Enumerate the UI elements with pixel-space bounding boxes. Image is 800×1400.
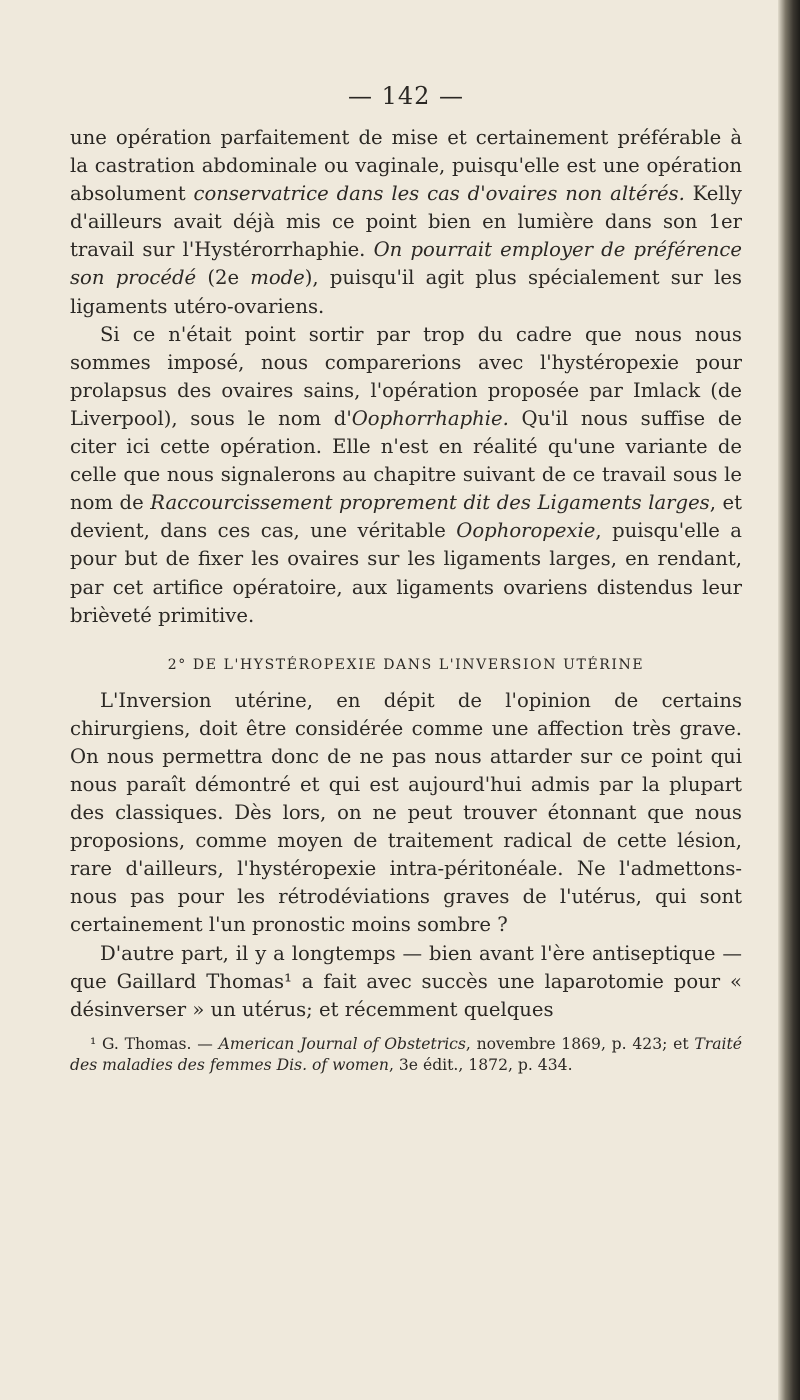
- footnote: [70, 1034, 742, 1076]
- italic-run: Oophorrhaphie.: [351, 406, 509, 430]
- text-run: une opération parfaitement de mise et certainement préférable à la castration abdominale ou vaginale, puisqu'elle est une opération absolument: [70, 126, 742, 206]
- italic-run: Oophoropexie: [456, 519, 596, 543]
- page-edge-shadow: [778, 0, 800, 1400]
- paragraph-2: [70, 321, 742, 630]
- text-run: ), puisqu'il agit plus spécialement sur les ligaments utéro-ovariens.: [70, 266, 742, 318]
- book-page: [70, 82, 742, 1076]
- text-run: , puisqu'elle a pour but de fixer les ovaires sur les ligaments larges, en rendant, par cet artifice opératoire, aux ligaments ovariens distendus leur brièveté primitive.: [70, 519, 742, 627]
- text-run: , 3e édit., 1872, p. 434.: [388, 1055, 573, 1074]
- italic-run: conservatrice dans les cas d'ovaires non altérés.: [193, 182, 685, 206]
- paragraph-4: [70, 940, 742, 1024]
- text-run: ¹ G. Thomas. —: [90, 1034, 219, 1053]
- text-run: , novembre 1869, p. 423; et: [465, 1034, 695, 1053]
- italic-run: American Journal of Obstetrics: [218, 1034, 466, 1053]
- text-run: , et devient, dans ces cas, une véritable: [70, 491, 743, 543]
- paragraph-1: [70, 124, 742, 321]
- italic-run: mode: [250, 266, 305, 290]
- section-heading: 2° DE L'HYSTÉROPEXIE DANS L'INVERSION UTÉRINE: [167, 656, 645, 673]
- italic-run: On pourrait employer de préférence son procédé: [70, 238, 742, 290]
- text-run: (2e: [196, 266, 251, 290]
- text-run: Si ce n'était point sortir par trop du cadre que nous nous sommes imposé, nous comparerions avec l'hystéropexie pour prolapsus des ovaires sains, l'opération proposée par Imlack (de Liverpool), sous le nom d': [70, 322, 742, 430]
- text-run: L'Inversion utérine, en dépit de l'opinion de certains chirurgiens, doit être considérée comme une affection très grave. On nous permettra donc de ne pas nous attarder sur ce point qui nous paraît démontré et qui est aujourd'hui admis par la plupart des classiques. Dès lors, on ne peut trouver étonnant que nous proposions, comme moyen de traitement radical de cette lésion, rare d'ailleurs, l'hystéropexie intra-péritonéale. Ne l'admettons-nous pas pour les rétrodéviations graves de l'utérus, qui sont certainement l'un pronostic moins sombre ?: [70, 688, 742, 937]
- paragraph-3: [70, 687, 742, 940]
- text-run: Kelly d'ailleurs avait déjà mis ce point bien en lumière dans son 1er travail sur l'Hystérorrhaphie.: [70, 182, 742, 262]
- page-number: — 142 —: [347, 82, 465, 110]
- italic-run: Traité des maladies des femmes Dis. of women: [70, 1034, 742, 1074]
- italic-run: Raccourcissement proprement dit des Ligaments larges: [150, 491, 710, 515]
- text-run: Qu'il nous suffise de citer ici cette opération. Elle n'est en réalité qu'une variante de celle que nous signalerons au chapitre suivant de ce travail sous le nom de: [70, 406, 742, 515]
- text-run: D'autre part, il y a longtemps — bien avant l'ère antiseptique — que Gaillard Thomas¹ a fait avec succès une laparotomie pour « désinverser » un utérus; et récemment quelques: [70, 941, 742, 1021]
